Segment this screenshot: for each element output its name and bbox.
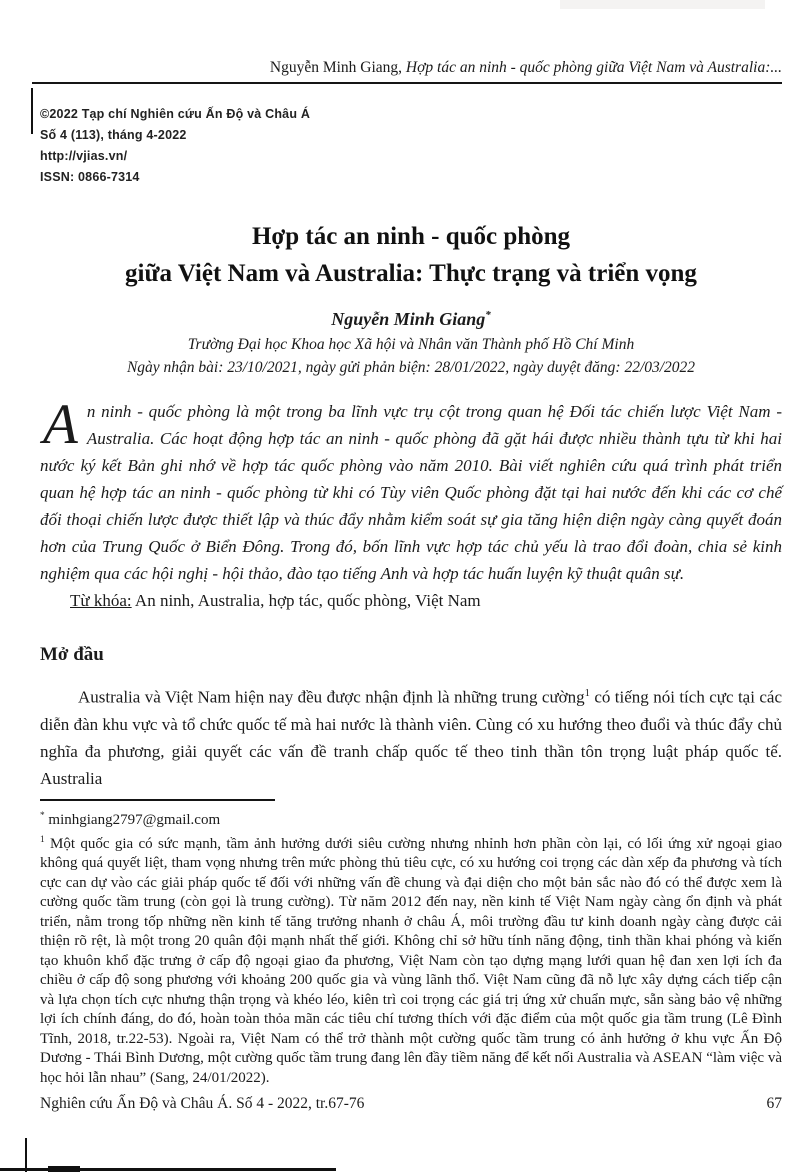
article-title-line1: Hợp tác an ninh - quốc phòng — [251, 223, 571, 250]
author-affiliation: Trường Đại học Khoa học Xã hội và Nhân văn Thành phố Hồ Chí Minh — [187, 336, 635, 353]
scan-artifact-top-right — [560, 0, 765, 9]
keywords-line — [40, 587, 782, 614]
journal-info-block — [40, 104, 782, 188]
footnote-reference-1: 1 — [584, 688, 590, 699]
keywords-text: An ninh, Australia, hợp tác, quốc phòng, Việt Nam — [131, 591, 481, 610]
abstract-drop-cap: A — [43, 393, 78, 456]
journal-url: http://vjias.vn/ — [40, 149, 128, 163]
body-text-part1: Australia và Việt Nam hiện nay đều được nhận định là những trung cường — [78, 687, 585, 707]
abstract-text: n ninh - quốc phòng là một trong ba lĩnh vực trụ cột trong quan hệ Đối tác chiến lược Việt Nam - Australia. Các hoạt động hợp tác an ninh - quốc phòng đã gặt hái được nhiều thành tựu từ khi hai nước ký kết Bản ghi nhớ về hợp tác quốc phòng vào năm 2010. Bài viết nghiên cứu quá trình phát triển quan hệ hợp tác an ninh - quốc phòng từ khi có Tùy viên Quốc phòng đặt tại hai nước đến khi các cơ chế đối thoại chiến lược được thiết lập và thúc đẩy nhằm kiểm soát sự gia tăng hiện diện ngày càng quyết đoán hơn của Trung Quốc ở Biển Đông. Trong đó, bốn lĩnh vực hợp tác chủ yếu là trao đổi đoàn, chia sẻ kinh nghiệm qua các hội nghị - hội thảo, đào tạo tiếng Anh và hợp tác huấn luyện kỹ thuật quân sự. — [40, 402, 782, 583]
scan-artifact-bottom-blob — [48, 1166, 80, 1172]
article-title-line2: giữa Việt Nam và Australia: Thực trạng và triển vọng — [125, 260, 697, 287]
footnote-1-text: Một quốc gia có sức mạnh, tầm ảnh hưởng dưới siêu cường nhưng nhỉnh hơn phần còn lại, có lối ứng xử ngoại giao không quá quyết liệt, tham vọng nhưng trên mức phòng thủ tiêu cực, có xu hướng coi trọng các dàn xếp đa phương và tích cực can dự vào các giải pháp quốc tế đối với những vấn đề chung và đại diện cho một bản sắc nào đó có thể được xem là cường quốc tầm trung (còn gọi là trung cường). Từ năm 2012 đến nay, nền kinh tế Việt Nam ngày càng ổn định và phát triển, nằm trong tốp những nền kinh tế tăng trưởng nhanh ở châu Á, môi trường đầu tư kinh doanh ngày càng được cải thiện rõ rệt, là một trong 20 quân đội mạnh nhất thế giới. Không chỉ sở hữu tính năng động, tinh thần khai phóng và kiến tạo khuôn khổ đặc trưng ở cấp độ ngoại giao đa phương, Việt Nam còn tạo dựng mạng lưới quan hệ đan xen lợi ích đa chiều ở cấp độ song phương với khoảng 200 quốc gia và vùng lãnh thổ. Việt Nam cũng đã nỗ lực xây dựng cách tiếp cận và lựa chọn tích cực nhưng thận trọng và khéo léo, kiên trì coi trọng các giá trị ứng xử chuẩn mực, sẵn sàng bảo vệ những lợi ích chính đáng, do đó, hoàn toàn thỏa mãn các tiêu chí tương thích với đặc điểm của một quốc gia tầm trung (Lê Đình Tĩnh, 2018, tr.22-53). Ngoài ra, Việt Nam có thể trở thành một cường quốc tầm trung có ảnh hưởng ở khu vực Ấn Độ Dương - Thái Bình Dương, một cường quốc tầm trung đang lên đầy tiềm năng để kết nối Australia và ASEAN “làm việc và học hỏi lẫn nhau” (Sang, 24/01/2022). — [40, 835, 782, 1086]
journal-issue: Số 4 (113), tháng 4-2022 — [40, 128, 187, 142]
footnote-separator-rule — [40, 799, 275, 801]
footnote-email-text: minhgiang2797@gmail.com — [44, 811, 221, 828]
author-name: Nguyễn Minh Giang — [331, 309, 486, 329]
footnote-1-mark: 1 — [40, 834, 45, 845]
footnote-author-email — [40, 806, 782, 831]
running-head-title: Hợp tác an ninh - quốc phòng giữa Việt Nam và Australia:... — [405, 59, 782, 76]
footer-journal-citation: Nghiên cứu Ấn Độ và Châu Á. Số 4 - 2022, tr.67-76 — [40, 1095, 365, 1113]
author-line — [40, 303, 782, 331]
journal-issn: ISSN: 0866-7314 — [40, 170, 140, 184]
body-text-part2: có tiếng nói tích cực tại các diễn đàn khu vực và tổ chức quốc tế mà hai nước là thành viên. Cùng có xu hướng theo đuổi và thúc đẩy chủ nghĩa đa phương, giải quyết các vấn đề tranh chấp quốc tế theo tinh thần tôn trọng luật pháp quốc tế. Australia — [40, 687, 782, 788]
footnote-email-mark: * — [40, 810, 45, 821]
section-heading-intro: Mở đầu — [40, 644, 104, 665]
page-number: 67 — [766, 1095, 782, 1113]
article-title — [40, 218, 782, 292]
running-head-author: Nguyễn Minh Giang, — [269, 59, 406, 76]
footnote-1 — [40, 831, 782, 1089]
header-rule — [32, 82, 782, 84]
keywords-label: Từ khóa: — [70, 591, 132, 610]
body-paragraph — [40, 680, 782, 792]
author-footnote-mark: * — [485, 309, 491, 321]
submission-dates: Ngày nhận bài: 23/10/2021, ngày gửi phản biện: 28/01/2022, ngày duyệt đăng: 22/03/2022 — [126, 359, 696, 376]
abstract-paragraph — [40, 393, 782, 587]
journal-copyright: ©2022 Tạp chí Nghiên cứu Ấn Độ và Châu Á — [40, 107, 311, 121]
scan-artifact-bottom-tick — [25, 1138, 27, 1172]
page-content — [0, 58, 809, 1114]
running-head — [40, 58, 782, 78]
page-footer — [40, 1093, 782, 1114]
